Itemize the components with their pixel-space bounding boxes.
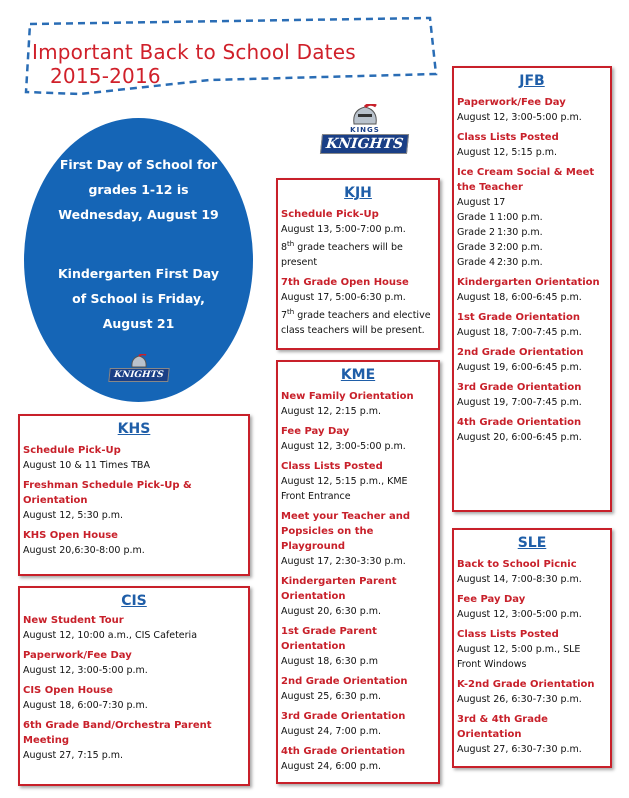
kjh-event <box>281 275 438 338</box>
kings-knights-logo <box>322 96 408 162</box>
khs-event <box>23 528 248 558</box>
event-date: August 27, 7:15 p.m. <box>23 750 124 761</box>
jfb-event <box>457 275 610 305</box>
jfb-box <box>452 66 612 512</box>
event-title: 4th Grade Orientation <box>281 746 406 757</box>
kings-knights-logo-small <box>112 346 166 390</box>
sle-heading: SLE <box>517 535 547 551</box>
event-title: 1st Grade Orientation <box>457 312 580 323</box>
event-title: 3rd Grade Orientation <box>457 382 582 393</box>
event-date: August 17, 5:00-6:30 p.m. <box>281 292 406 304</box>
khs-event <box>23 478 248 523</box>
logo-knights-text: KNIGHTS <box>320 134 409 154</box>
event-title: 2nd Grade Orientation <box>457 347 584 358</box>
event-date: August 18, 6:30 p.m <box>281 656 379 667</box>
khs-heading: KHS <box>117 421 151 437</box>
event-title: Back to School Picnic <box>457 559 577 570</box>
event-title: 6th Grade Band/Orchestra Parent Meeting <box>23 720 212 746</box>
circle-text-1: First Day of School for <box>59 157 218 172</box>
jfb-event <box>457 415 610 445</box>
jfb-event <box>457 380 610 410</box>
event-date: August 12, 10:00 a.m., CIS Cafeteria <box>23 630 198 641</box>
sle-event <box>457 712 610 757</box>
event-date: August 27, 6:30-7:30 p.m. <box>457 744 582 755</box>
kjh-heading: KJH <box>344 185 372 201</box>
event-title: Schedule Pick-Up <box>23 445 121 456</box>
event-date: August 20, 6:30 p.m. <box>281 606 382 617</box>
logo-knights-text-small: KNIGHTS <box>108 368 169 382</box>
khs-box <box>18 414 250 576</box>
grade-time-row: Grade 2 1:30 p.m. <box>457 227 543 238</box>
cis-event <box>23 718 248 763</box>
event-title: 3rd & 4th Grade Orientation <box>457 714 548 740</box>
event-date: August 17, 2:30-3:30 p.m. <box>281 556 406 567</box>
event-title: New Family Orientation <box>281 391 414 402</box>
event-date: August 14, 7:00-8:30 p.m. <box>457 574 582 585</box>
event-title: Class Lists Posted <box>281 461 383 472</box>
sle-event <box>457 677 610 707</box>
page-subtitle-year: 2015-2016 <box>50 64 161 88</box>
kme-event <box>281 509 438 569</box>
event-title: 2nd Grade Orientation <box>281 676 408 687</box>
event-title: Schedule Pick-Up <box>281 209 379 220</box>
cis-event <box>23 648 248 678</box>
kme-event <box>281 709 438 739</box>
kme-event <box>281 389 438 419</box>
circle-text-4: Kindergarten First Day <box>57 266 220 281</box>
event-date: August 24, 7:00 p.m. <box>281 726 382 737</box>
event-date: August 20, 6:00-6:45 p.m. <box>457 432 582 443</box>
kme-event <box>281 674 438 704</box>
kjh-event <box>281 207 438 270</box>
event-location: Front Windows <box>457 659 527 670</box>
jfb-event <box>457 165 610 270</box>
event-date: August 12, 3:00-5:00 p.m. <box>281 441 406 452</box>
event-title: 3rd Grade Orientation <box>281 711 406 722</box>
event-date: August 17 <box>457 197 506 208</box>
event-date: August 18, 6:00-6:45 p.m. <box>457 292 582 303</box>
event-date: August 19, 6:00-6:45 p.m. <box>457 362 582 373</box>
event-date: August 10 & 11 Times TBA <box>23 460 150 471</box>
jfb-event <box>457 95 610 125</box>
kme-event <box>281 459 438 504</box>
title-banner <box>20 14 438 96</box>
event-title: 7th Grade Open House <box>281 277 409 289</box>
event-title: 4th Grade Orientation <box>457 417 582 428</box>
event-title: Class Lists Posted <box>457 132 559 143</box>
event-title: Fee Pay Day <box>281 426 350 437</box>
event-note: 7th grade teachers and elective class teachers will be present. <box>281 308 431 337</box>
event-title: New Student Tour <box>23 615 124 626</box>
event-date: August 12, 2:15 p.m. <box>281 406 382 417</box>
cis-box <box>18 586 250 786</box>
jfb-event <box>457 310 610 340</box>
event-title: Fee Pay Day <box>457 594 526 605</box>
kme-event <box>281 424 438 454</box>
event-title: Meet your Teacher and Popsicles on the Playground <box>281 511 410 552</box>
jfb-heading: JFB <box>519 73 545 89</box>
grade-time-row: Grade 4 2:30 p.m. <box>457 257 543 268</box>
event-title: 1st Grade Parent Orientation <box>281 626 377 652</box>
cis-event <box>23 613 248 643</box>
kme-box <box>276 360 440 784</box>
event-date: August 26, 6:30-7:30 p.m. <box>457 694 582 705</box>
circle-text-6: August 21 <box>102 316 175 331</box>
khs-event <box>23 443 248 473</box>
kme-event <box>281 624 438 669</box>
event-date: August 20,6:30-8:00 p.m. <box>23 545 145 556</box>
kjh-box <box>276 178 440 350</box>
grade-time-row: Grade 1 1:00 p.m. <box>457 212 543 223</box>
kme-event <box>281 744 438 774</box>
grade-time-row: Grade 3 2:00 p.m. <box>457 242 543 253</box>
event-date: August 18, 6:00-7:30 p.m. <box>23 700 148 711</box>
kme-event <box>281 574 438 619</box>
event-title: Kindergarten Orientation <box>457 277 600 288</box>
event-title: Class Lists Posted <box>457 629 559 640</box>
event-date: August 25, 6:30 p.m. <box>281 691 382 702</box>
event-date: August 12, 3:00-5:00 p.m. <box>457 609 582 620</box>
logo-kings-text: KINGS <box>350 126 380 134</box>
event-note: 8th grade teachers will be present <box>281 240 403 269</box>
event-date: August 12, 3:00-5:00 p.m. <box>457 112 582 123</box>
event-date: August 12, 3:00-5:00 p.m. <box>23 665 148 676</box>
event-date: August 12, 5:30 p.m. <box>23 510 124 521</box>
event-date: August 12, 5:15 p.m. <box>457 147 558 158</box>
event-title: CIS Open House <box>23 685 113 696</box>
cis-heading: CIS <box>121 593 147 609</box>
event-location: Front Entrance <box>281 491 351 502</box>
event-date: August 13, 5:00-7:00 p.m. <box>281 224 406 235</box>
event-date: August 18, 7:00-7:45 p.m. <box>457 327 582 338</box>
event-title: KHS Open House <box>23 530 118 541</box>
cis-event <box>23 683 248 713</box>
kme-heading: KME <box>340 367 376 383</box>
event-title: Kindergarten Parent Orientation <box>281 576 397 602</box>
jfb-event <box>457 130 610 160</box>
jfb-event <box>457 345 610 375</box>
circle-text-3: Wednesday, August 19 <box>58 207 219 222</box>
event-title: Freshman Schedule Pick-Up & Orientation <box>23 480 192 506</box>
circle-text-2: grades 1-12 is <box>88 182 189 197</box>
page-title: Important Back to School Dates <box>32 40 356 64</box>
event-title: Ice Cream Social & Meet the Teacher <box>457 167 595 193</box>
sle-event <box>457 627 610 672</box>
circle-text-5: of School is Friday, <box>72 291 205 306</box>
event-date: August 12, 5:00 p.m., SLE <box>457 644 581 655</box>
sle-box <box>452 528 612 768</box>
sle-event <box>457 592 610 622</box>
event-title: Paperwork/Fee Day <box>457 97 566 108</box>
sle-event <box>457 557 610 587</box>
event-title: K-2nd Grade Orientation <box>457 679 595 690</box>
event-title: Paperwork/Fee Day <box>23 650 132 661</box>
event-date: August 19, 7:00-7:45 p.m. <box>457 397 582 408</box>
knight-helmet-icon <box>129 354 149 368</box>
event-date: August 12, 5:15 p.m., KME <box>281 476 408 487</box>
event-date: August 24, 6:00 p.m. <box>281 761 382 772</box>
knight-helmet-icon <box>350 104 380 126</box>
